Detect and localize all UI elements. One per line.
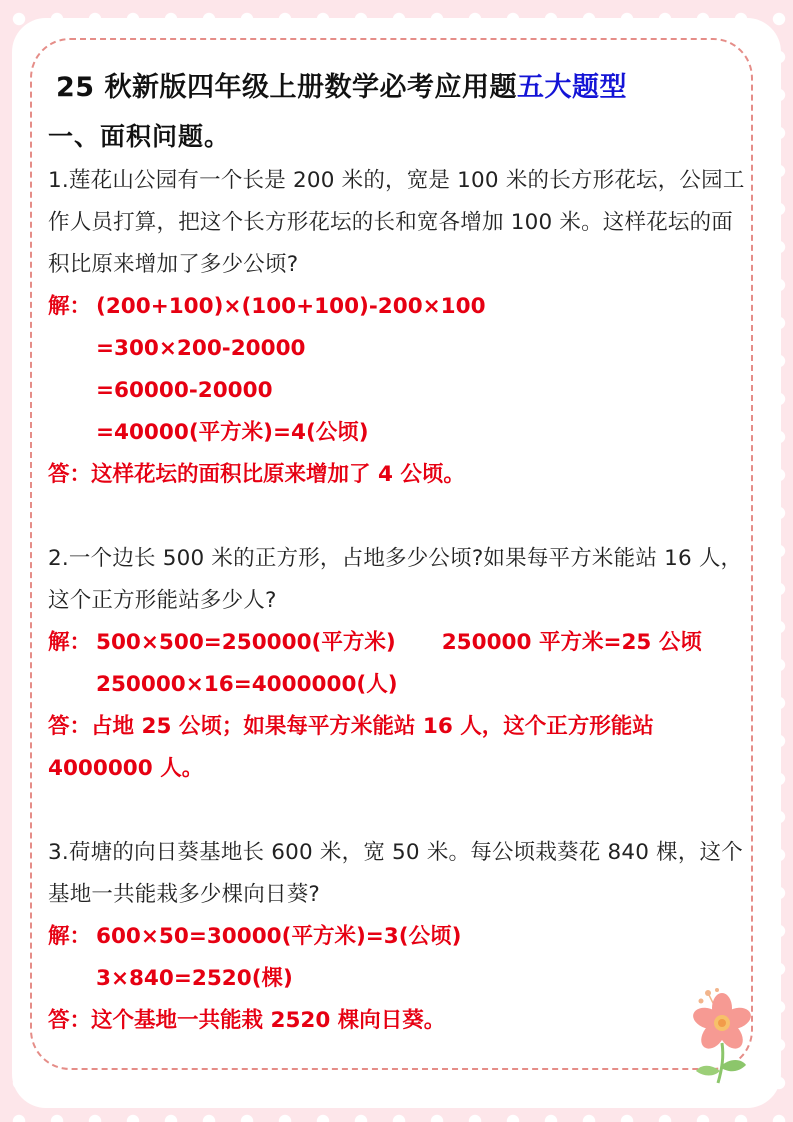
page-title [56,64,748,112]
solution-line [48,958,748,1000]
solution-line [48,664,748,706]
solution-step: 600×50=30000(平方米)=3(公顷) [96,924,462,949]
solution-step: =300×200-20000 [96,336,306,361]
solution-line [48,916,748,958]
solution-extra: 250000 平方米=25 公顷 [441,630,702,655]
solution-line [48,622,748,664]
solution-label: 解： [48,924,92,949]
problem-3 [48,832,748,1042]
flower-icon [686,985,756,1085]
title-highlight: 五大题型 [516,72,627,103]
worksheet-content [48,64,748,1042]
solution-step: 500×500=250000(平方米) [96,630,396,655]
problem-1 [48,160,748,496]
problem-answer: 答：这个基地一共能栽 2520 棵向日葵。 [48,1008,446,1033]
solution-step: (200+100)×(100+100)-200×100 [96,294,486,319]
solution-line [48,328,748,370]
problem-question: 3.荷塘的向日葵基地长 600 米，宽 50 米。每公顷栽葵花 840 棵，这个基地一共能栽多少棵向日葵? [48,840,743,907]
title-main: 25 秋新版四年级上册数学必考应用题 [56,72,517,103]
solution-step: 250000×16=4000000(人) [96,672,398,697]
problem-question: 1.莲花山公园有一个长是 200 米的，宽是 100 米的长方形花坛，公园工作人员打算，把这个长方形花坛的长和宽各增加 100 米。这样花坛的面积比原来增加了多少公顷? [48,168,745,277]
solution-step: =40000(平方米)=4(公顷) [96,420,369,445]
section-heading: 一、面积问题。 [48,122,231,151]
problem-answer: 答：占地 25 公顷；如果每平方米能站 16 人，这个正方形能站 4000000 人。 [48,714,654,781]
solution-label: 解： [48,630,92,655]
problem-answer: 答：这样花坛的面积比原来增加了 4 公顷。 [48,462,465,487]
solution-line [48,370,748,412]
solution-step: =60000-20000 [96,378,273,403]
solution-label: 解： [48,294,92,319]
solution-step: 3×840=2520(棵) [96,966,293,991]
solution-line [48,412,748,454]
problem-2 [48,538,748,790]
problem-question: 2.一个边长 500 米的正方形，占地多少公顷?如果每平方米能站 16 人，这个正方形能站多少人? [48,546,743,613]
solution-line [48,286,748,328]
